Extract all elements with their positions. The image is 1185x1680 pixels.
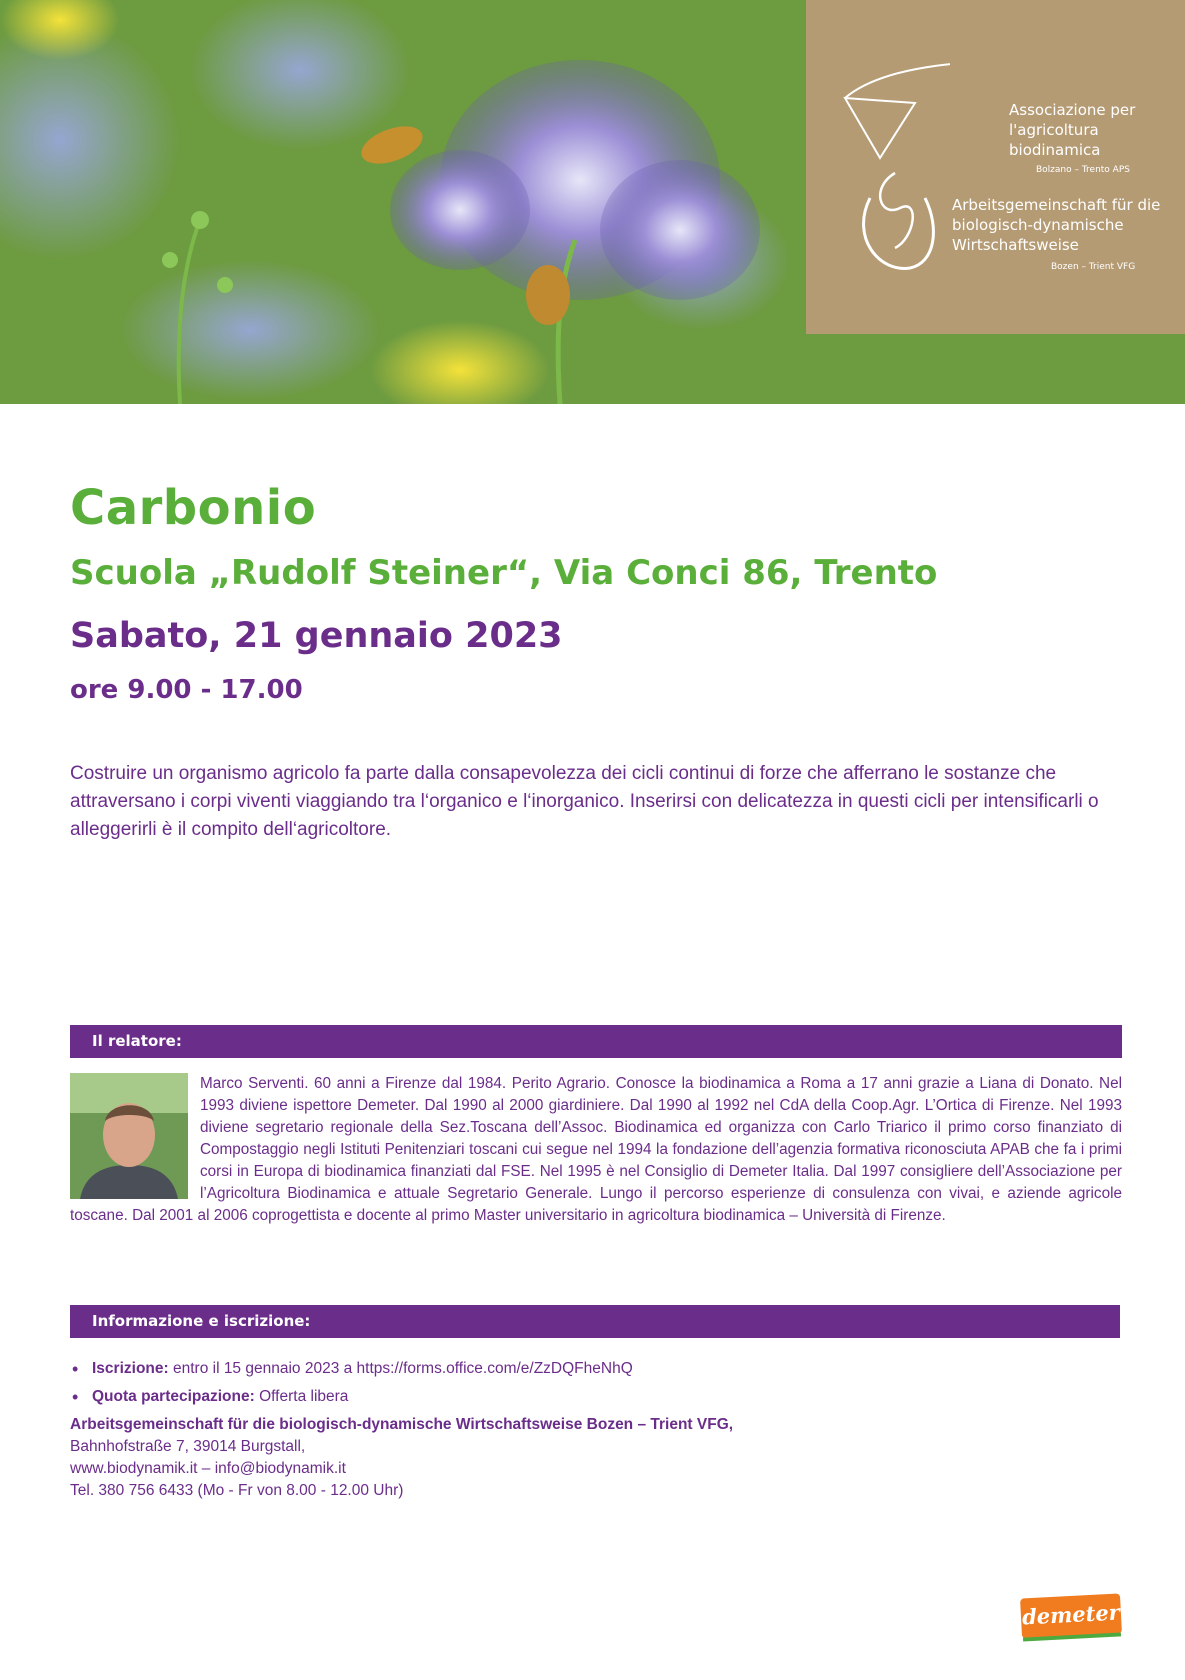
arbeit-subtitle: Bozen – Trient VFG: [1051, 262, 1136, 272]
arbeit-name: [952, 195, 1160, 255]
org-web-email[interactable]: www.biodynamik.it – info@biodynamik.it: [70, 1460, 346, 1477]
demeter-logo: demeter: [1020, 1593, 1122, 1638]
association-logo-icon: [840, 58, 950, 278]
assoc-name: [1009, 100, 1135, 160]
assoc-line-1: Associazione per: [1009, 101, 1136, 119]
event-venue: Scuola „Rudolf Steiner“, Via Conci 86, Trento: [70, 553, 938, 593]
association-logo: [806, 0, 1185, 334]
arbeit-line-1: Arbeitsgemeinschaft für die: [952, 196, 1161, 214]
org-address: Bahnhofstraße 7, 39014 Burgstall,: [70, 1438, 306, 1455]
info-section: [70, 1358, 1122, 1502]
fee-item: [92, 1386, 1122, 1408]
event-intro: Costruire un organismo agricolo fa parte dalla consapevolezza dei cicli continui di forze che afferrano le sostanze che attraversano i corpi viventi viaggiando tra l‘organico e l‘inorganico. Inserirsi con delicatezza in questi cicli per intensificarli o alleggerirli è il compito dell‘agricoltore.: [70, 763, 1099, 840]
info-list: [70, 1358, 1122, 1408]
speaker-heading: Il relatore:: [70, 1025, 1122, 1058]
arbeit-line-2: biologisch-dynamische: [952, 216, 1124, 234]
event-time: ore 9.00 - 17.00: [70, 675, 303, 705]
org-name: Arbeitsgemeinschaft für die biologisch-dynamische Wirtschaftsweise Bozen – Trient VFG,: [70, 1416, 734, 1433]
speaker-bio: Marco Serventi. 60 anni a Firenze dal 1984. Perito Agrario. Conosce la biodinamica a Roma a 17 anni grazie a Liana di Donato. Nel 1993 diviene ispettore Demeter. Dal 1990 al 2000 giardiniere. Dal 1990 al 1992 nel CdA della Coop.Agr. L’Ortica di Firenze. Nel 1993 diviene segretario regionale della Sez.Toscana dell’Assoc. Biodinamica ed organizza con Carlo Triarico il primo corso finanziato di Compostaggio negli Istituti Penitenziari toscani cui segue nel 1994 la fondazione dell’agenzia formativa riconosciuta APAB che fa i primi corsi in Europa di biodinamica finanziati dal FSE. Nel 1995 è nel Consiglio di Demeter Italia. Dal 1997 consigliere dell’Associazione per l’Agricoltura Biodinamica e attuale Segretario Generale. Lungo il percorso esperienze di consulenza con vivai, e aziende agricole toscane. Dal 2001 al 2006 coprogettista e docente al primo Master universitario in agricoltura biodinamica – Università di Firenze.: [70, 1075, 1122, 1224]
assoc-line-2: l'agricoltura: [1009, 121, 1099, 139]
event-date: Sabato, 21 gennaio 2023: [70, 616, 563, 656]
hero-photo: [0, 0, 1185, 404]
arbeit-line-3: Wirtschaftsweise: [952, 236, 1079, 254]
assoc-line-3: biodinamica: [1009, 141, 1101, 159]
info-heading: Informazione e iscrizione:: [70, 1305, 1120, 1338]
fee-text: Offerta libera: [259, 1388, 349, 1405]
event-title: Carbonio: [70, 480, 317, 536]
speaker-bio-container: [70, 1073, 1122, 1227]
org-phone: Tel. 380 756 6433 (Mo - Fr von 8.00 - 12.00 Uhr): [70, 1482, 404, 1499]
registration-text[interactable]: entro il 15 gennaio 2023 a https://forms.office.com/e/ZzDQFheNhQ: [172, 1360, 633, 1377]
fee-label: Quota partecipazione:: [92, 1388, 255, 1405]
registration-item: [92, 1358, 1122, 1380]
registration-label: Iscrizione:: [92, 1360, 169, 1377]
assoc-subtitle: Bolzano – Trento APS: [1036, 165, 1130, 175]
